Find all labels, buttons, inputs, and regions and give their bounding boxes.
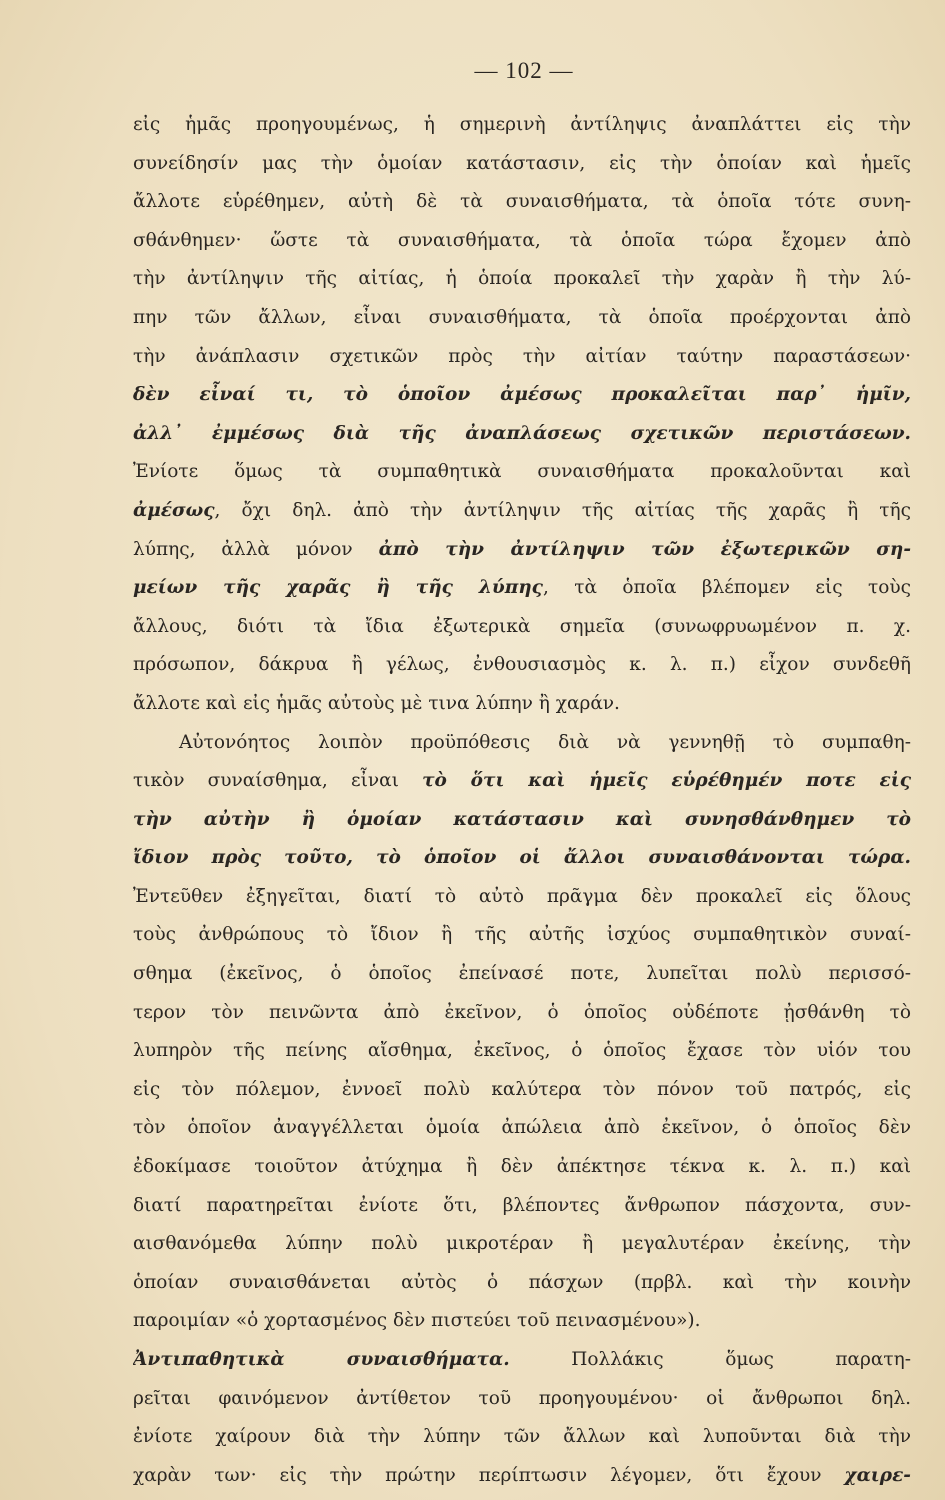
text-line	[133, 1302, 911, 1341]
text-line	[133, 1032, 911, 1071]
emphasized-text: τὴν αὐτὴν ἢ ὁμοίαν κατάστασιν καὶ συνησθάνθημεν τὸ	[133, 808, 911, 830]
page-number: — 102 —	[474, 58, 574, 83]
text-line	[133, 1109, 911, 1148]
text-run: εἰς τὸν πόλεμον, ἐννοεῖ πολὺ καλύτερα τὸν πόνον τοῦ πατρός, εἰς	[133, 1078, 911, 1100]
text-run: χαρὰν των· εἰς τὴν πρώτην περίπτωσιν λέγομεν, ὅτι ἔχουν	[133, 1464, 845, 1486]
text-line	[133, 955, 911, 994]
text-run: τὸν ὁποῖον ἀναγγέλλεται ὁμοία ἀπώλεια ἀπὸ ἐκεῖνον, ὁ ὁποῖος δὲν	[133, 1117, 911, 1139]
text-line	[133, 1225, 911, 1264]
text-run: τερον τὸν πεινῶντα ἀπὸ ἐκεῖνον, ὁ ὁποῖος οὐδέποτε ᾐσθάνθη τὸ	[133, 1001, 911, 1023]
text-run: ἄλλοτε εὑρέθημεν, αὐτὴ δὲ τὰ συναισθήματα, τὰ ὁποῖα τότε συνη-	[133, 191, 911, 213]
emphasized-text: μείων τῆς χαρᾶς ἢ τῆς λύπης	[133, 577, 543, 599]
text-line	[133, 994, 911, 1033]
text-line	[133, 106, 911, 145]
text-run: πρόσωπον, δάκρυα ἢ γέλως, ἐνθουσιασμὸς κ. λ. π.) εἶχον συνδεθῆ	[133, 654, 911, 676]
text-line	[133, 762, 911, 801]
text-line	[133, 338, 911, 377]
text-run: Ἐντεῦθεν ἐξηγεῖται, διατί τὸ αὐτὸ πρᾶγμα δὲν προκαλεῖ εἰς ὅλους	[133, 885, 911, 907]
emphasized-text: τὸ ὅτι καὶ ἡμεῖς εὑρέθημέν ποτε εἰς	[422, 770, 911, 792]
text-run: ἐδοκίμασε τοιοῦτον ἀτύχημα ἢ δὲν ἀπέκτησε τέκνα κ. λ. π.) καὶ	[133, 1156, 911, 1178]
text-run: ἄλλους, διότι τὰ ἴδια ἐξωτερικὰ σημεῖα (συνωφρυωμένον π. χ.	[133, 615, 911, 637]
text-line	[133, 685, 911, 724]
text-run: ἐνίοτε χαίρουν διὰ τὴν λύπην τῶν ἄλλων καὶ λυποῦνται διὰ τὴν	[133, 1426, 911, 1448]
text-line	[133, 569, 911, 608]
text-run: τὴν ἀντίληψιν τῆς αἰτίας, ἡ ὁποία προκαλεῖ τὴν χαρὰν ἢ τὴν λύ-	[133, 268, 911, 290]
text-line	[133, 453, 911, 492]
emphasized-text: ἀλλ᾽ ἐμμέσως διὰ τῆς ἀναπλάσεως σχετικῶν περιστάσεων.	[133, 422, 911, 444]
text-run: λυπηρὸν τῆς πείνης αἴσθημα, ἐκεῖνος, ὁ ὁποῖος ἔχασε τὸν υἱόν του	[133, 1040, 911, 1062]
emphasized-text: Ἀντιπαθητικὰ συναισθήματα.	[133, 1349, 510, 1370]
text-line	[133, 1418, 911, 1457]
text-run: τικὸν συναίσθημα, εἶναι	[133, 770, 423, 792]
text-line	[133, 878, 911, 917]
text-line	[133, 1457, 911, 1496]
text-run: συνείδησίν μας τὴν ὁμοίαν κατάστασιν, εἰς τὴν ὁποίαν καὶ ἡμεῖς	[133, 152, 911, 174]
text-line	[133, 260, 911, 299]
text-run: , τὰ ὁποῖα βλέπομεν εἰς τοὺς	[542, 577, 911, 599]
body-text	[133, 106, 911, 1495]
text-line	[133, 608, 911, 647]
text-line	[133, 801, 911, 840]
text-run: ρεῖται φαινόμενον ἀντίθετον τοῦ προηγουμένου· οἱ ἄνθρωποι δηλ.	[133, 1387, 911, 1409]
text-line	[133, 376, 911, 415]
emphasized-text: ἀπὸ τὴν ἀντίληψιν τῶν ἐξωτερικῶν ση-	[378, 538, 911, 560]
text-run: ὁποίαν συναισθάνεται αὐτὸς ὁ πάσχων (πρβλ. καὶ τὴν κοινὴν	[133, 1271, 911, 1293]
text-run: τὴν ἀνάπλασιν σχετικῶν πρὸς τὴν αἰτίαν ταύτην παραστάσεων·	[133, 345, 911, 367]
text-line	[133, 183, 911, 222]
text-line	[133, 1071, 911, 1110]
text-line	[133, 299, 911, 338]
text-line	[133, 531, 911, 570]
text-line	[133, 1264, 911, 1303]
text-run: Πολλάκις ὅμως παρατη-	[509, 1349, 911, 1370]
text-line	[133, 839, 911, 878]
emphasized-text: ἀμέσως	[133, 499, 215, 521]
text-line	[133, 646, 911, 685]
text-run: διατί παρατηρεῖται ἐνίοτε ὅτι, βλέποντες ἄνθρωπον πάσχοντα, συν-	[133, 1194, 911, 1216]
text-line	[133, 492, 911, 531]
text-line	[133, 222, 911, 261]
emphasized-text: δὲν εἶναί τι, τὸ ὁποῖον ἀμέσως προκαλεῖται παρ᾽ ἡμῖν,	[133, 384, 911, 406]
text-line	[133, 415, 911, 454]
text-run: σθάνθημεν· ὥστε τὰ συναισθήματα, τὰ ὁποῖα τώρα ἔχομεν ἀπὸ	[133, 229, 911, 251]
text-run: αισθανόμεθα λύπην πολὺ μικροτέραν ἢ μεγαλυτέραν ἐκείνης, τὴν	[133, 1233, 911, 1255]
text-run: Ἐνίοτε ὅμως τὰ συμπαθητικὰ συναισθήματα προκαλοῦνται καὶ	[133, 461, 911, 483]
emphasized-text: ἴδιον πρὸς τοῦτο, τὸ ὁποῖον οἱ ἄλλοι συναισθάνονται τώρα.	[133, 847, 911, 869]
text-run: σθημα (ἐκεῖνος, ὁ ὁποῖος ἐπείνασέ ποτε, λυπεῖται πολὺ περισσό-	[133, 963, 911, 985]
text-run: , ὄχι δηλ. ἀπὸ τὴν ἀντίληψιν τῆς αἰτίας τῆς χαρᾶς ἢ τῆς	[214, 499, 911, 521]
text-line	[133, 1341, 911, 1380]
text-run: παροιμίαν «ὁ χορτασμένος δὲν πιστεύει τοῦ πεινασμένου»).	[133, 1310, 701, 1332]
text-run: Αὐτονόητος λοιπὸν προϋπόθεσις διὰ νὰ γεννηθῇ τὸ συμπαθη-	[179, 731, 911, 753]
text-run: ἄλλοτε καὶ εἰς ἡμᾶς αὐτοὺς μὲ τινα λύπην ἢ χαράν.	[133, 692, 620, 714]
text-line	[133, 145, 911, 184]
text-line	[133, 1380, 911, 1419]
text-run: εἰς ἡμᾶς προηγουμένως, ἡ σημερινὴ ἀντίληψις ἀναπλάττει εἰς τὴν	[133, 114, 911, 135]
text-line	[133, 724, 911, 763]
text-run: πην τῶν ἄλλων, εἶναι συναισθήματα, τὰ ὁποῖα προέρχονται ἀπὸ	[133, 306, 911, 328]
text-line	[133, 1148, 911, 1187]
text-run: τοὺς ἀνθρώπους τὸ ἴδιον ἢ τῆς αὐτῆς ἰσχύος συμπαθητικὸν συναί-	[133, 924, 911, 946]
text-run: λύπης, ἀλλὰ μόνον	[133, 538, 379, 560]
text-line	[133, 916, 911, 955]
emphasized-text: χαιρε-	[844, 1464, 911, 1486]
text-line	[133, 1187, 911, 1226]
